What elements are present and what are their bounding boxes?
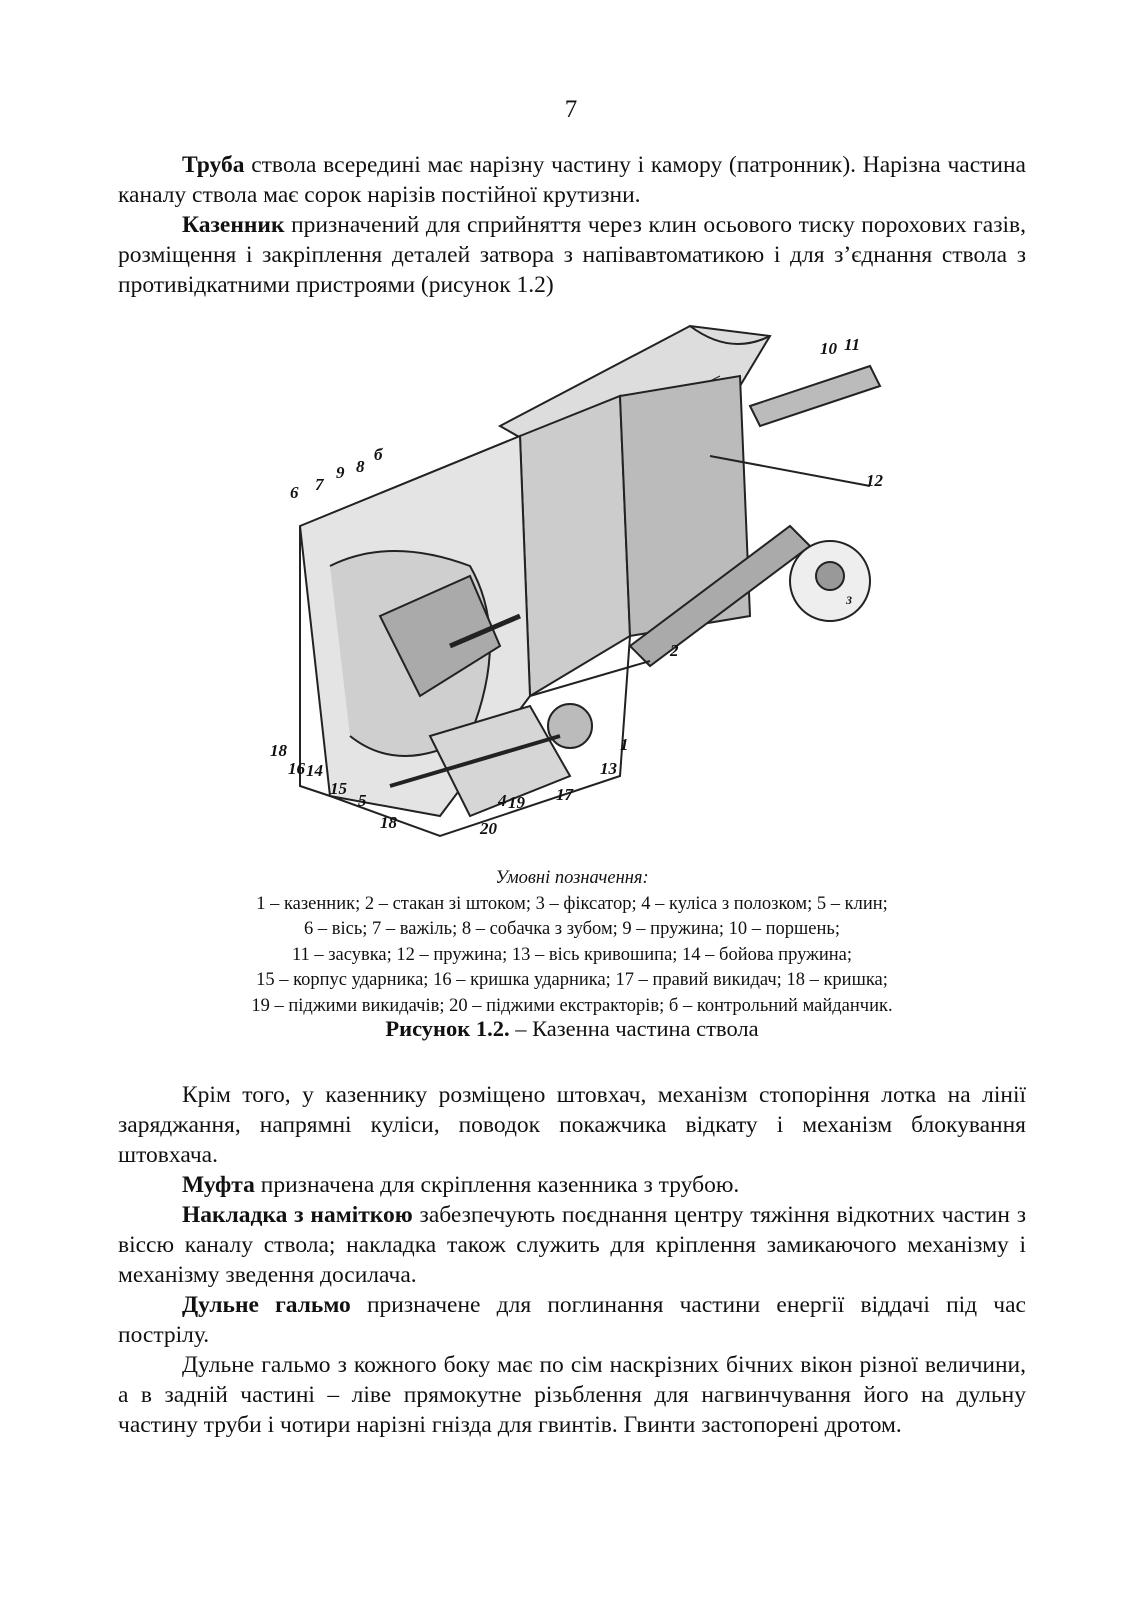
definition-dulne-galmo: призначене для поглинання частини енергії віддачі під час пострілу. [118,1292,1026,1348]
figure-label: 5 [358,791,367,810]
figure-caption [118,1016,1026,1042]
figure-label: 20 [480,819,497,838]
figure-label: 12 [866,471,883,490]
page-number: 7 [564,96,578,123]
paragraph-truba [118,150,1026,210]
breech-figure [270,316,910,856]
figure-label: 8 [356,457,365,476]
definition-kazennyk: призначений для сприйняття через клин осьового тиску порохових газів, розміщення і закріплення деталей затвора з напівавтоматикою і для з’єднання ствола з противідкатними пристроями (рисунок 1.2) [118,212,1026,298]
paragraph-dulne-galmo [118,1290,1026,1350]
figure-label: 6 [290,483,299,502]
figure-label: 2 [670,641,679,660]
caption-label: Рисунок 1.2. [385,1016,510,1041]
paragraph-text: Дульне гальмо з кожного боку має по сім наскрізних бічних вікон різної величини, а в задній частині – ліве прямокутне різьблення для нагвинчування його на дульну частину труби і чотири нарізні гнізда для гвинтів. Гвинти застопорені дротом. [118,1352,1026,1438]
crank-disc [548,704,592,748]
figure-label: 15 [330,779,347,798]
figure-label: 16 [288,759,305,778]
intro-text [118,150,1026,300]
figure-label: 13 [600,759,617,778]
legend-line: 6 – вісь; 7 – важіль; 8 – собачка з зубом; 9 – пружина; 10 – поршень; [304,919,840,939]
term-nakladka: Накладка з наміткою [182,1202,413,1228]
figure-label: 11 [844,335,861,354]
legend-line: 11 – засувка; 12 – пружина; 13 – вісь кривошипа; 14 – бойова пружина; [291,944,853,965]
legend-title: Умовні позначення: [495,868,649,888]
figure-label: 1 [620,735,629,754]
definition-nakladka: забезпечують поєднання центру тяжіння відкотних частин з віссю каналу ствола; накладка також служить для кріплення замикаючого механізму і механізму зведення досилача. [118,1202,1026,1288]
paragraph-kazennyk-extra [118,1080,1026,1170]
legend-line: 1 – казенник; 2 – стакан зі штоком; 3 – фіксатор; 4 – куліса з полозком; 5 – клин; [256,893,888,914]
paragraph-nakladka [118,1200,1026,1290]
figure-label: 4 [498,791,507,810]
figure-label: 7 [315,475,324,494]
paragraph-kazennyk [118,210,1026,300]
figure-legend [118,866,1026,1019]
paragraph-mufta [118,1170,1026,1200]
breech-illustration [270,316,910,856]
definition-mufta: призначена для скріплення казенника з трубою. [254,1172,740,1198]
figure-label: 17 [556,785,573,804]
paragraph-text: Крім того, у казеннику розміщено штовхач, механізм стопоріння лотка на лінії заряджання, напрямні куліси, поводок покажчика відкату і механізм блокування штовхача. [118,1082,1026,1168]
legend-line: 15 – корпус ударника; 16 – кришка ударника; 17 – правий викидач; 18 – кришка; [256,970,888,990]
figure-label: 19 [508,793,525,812]
breech-block-side [520,396,630,696]
paragraph-dulne-galmo-detail [118,1350,1026,1440]
figure-label: 10 [820,339,837,358]
piston-latch [750,366,880,426]
term-mufta: Муфта [182,1172,255,1198]
figure-label: б [374,445,383,464]
body-text [118,1080,1026,1440]
term-dulne-galmo: Дульне гальмо [182,1292,351,1318]
term-kazennyk: Казенник [182,212,285,238]
definition-truba: ствола всередині має нарізну частину і камору (патронник). Нарізна частина каналу ствола має сорок нарізів постійної крутизни. [118,152,1026,208]
figure-label: 9 [336,463,345,482]
figure-label: 3 [846,593,852,607]
figure-label: 18 [270,741,287,760]
legend-line: 19 – піджими викидачів; 20 – піджими екстракторів; б – контрольний майданчик. [251,995,893,1016]
figure-label: 18 [380,813,397,832]
figure-label: 14 [306,761,323,780]
caption-text: – Казенна частина ствола [509,1016,759,1041]
term-truba: Труба [182,152,245,178]
